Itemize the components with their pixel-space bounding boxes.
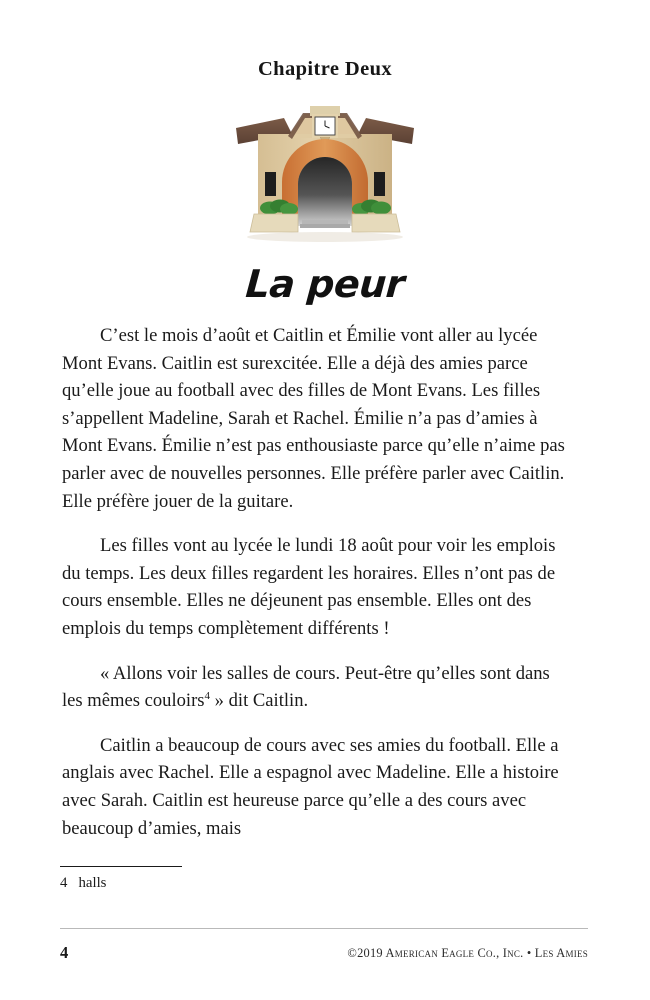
- copyright-notice: ©2019 American Eagle Co., Inc. • Les Amies: [347, 946, 588, 960]
- clock-icon: [315, 117, 335, 135]
- planter-left: [250, 214, 298, 232]
- window-left: [265, 172, 276, 196]
- footnote-reference-4[interactable]: 4: [204, 689, 211, 702]
- entrance-step: [302, 220, 348, 224]
- chapter-heading: Chapitre Deux: [257, 58, 393, 80]
- page-number: 4: [60, 943, 69, 962]
- quote-text-before-footnote: « Allons voir les salles de cours. Peut-être qu’elles sont dans les mêmes couloirs: [62, 662, 550, 712]
- paragraph-3-quote: [62, 660, 570, 715]
- paragraph-2: Les filles vont au lycée le lundi 18 août pour voir les emplois du temps. Les deux filles regardent les horaires. Elles n’ont pas de cours ensemble. Elles ne déjeunent pas ensemble. Elles ont des emplois du temps complètement différents !: [62, 535, 556, 639]
- body-text-column: [62, 322, 570, 842]
- planter-right: [352, 214, 400, 232]
- footer-separator-rule: [60, 928, 588, 929]
- story-title: La peur: [244, 262, 406, 306]
- paragraph-4: Caitlin a beaucoup de cours avec ses amies du football. Elle a anglais avec Rachel. Elle a espagnol avec Madeline. Elle a histoire avec Sarah. Caitlin est heureuse parce qu’elle a des cours avec beaucoup d’amies, mais: [62, 734, 559, 839]
- window-right: [374, 172, 385, 196]
- school-entrance-illustration: [232, 104, 418, 252]
- footnote-separator-rule: [60, 866, 182, 867]
- quote-text-after-footnote: » dit Caitlin.: [210, 690, 309, 712]
- footnote-entry-4: 4 halls: [60, 875, 107, 891]
- doorway-opening: [298, 157, 352, 226]
- page-footer: [60, 943, 588, 965]
- paragraph-1: C’est le mois d’août et Caitlin et Émilie vont aller au lycée Mont Evans. Caitlin est surexcitée. Elle a déjà des amies parce qu’elle joue au football avec des filles de Mont Evans. Les filles s’appellent Madeline, Sarah et Rachel. Émilie n’a pas d’amies à Mont Evans. Émilie n’est pas enthousiaste parce qu’elle n’aime pas parler avec de nouvelles personnes. Elle préfère parler avec Caitlin. Elle préfère jouer de la guitare.: [62, 325, 565, 512]
- footnote-block: [60, 866, 568, 893]
